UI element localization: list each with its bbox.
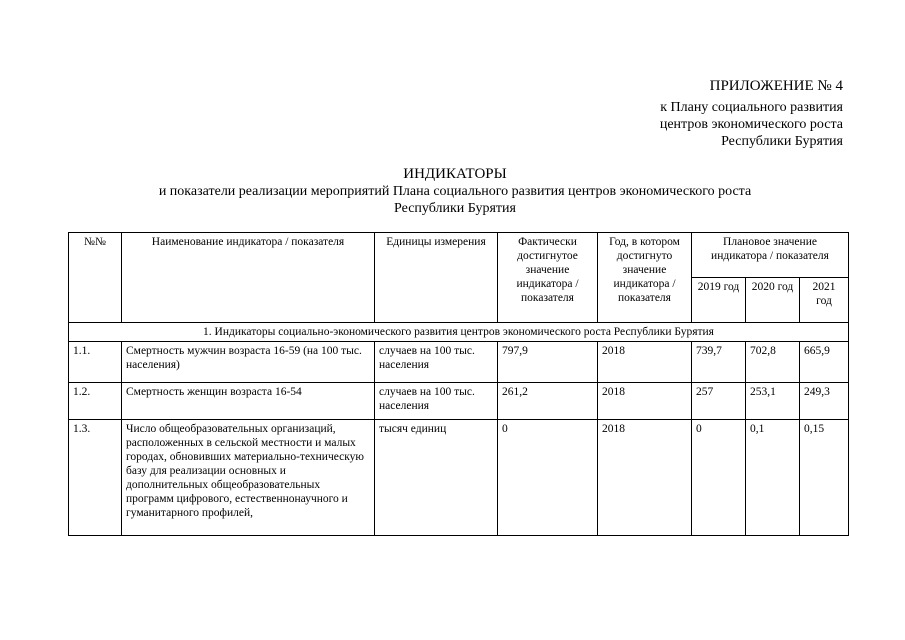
indicators-table (68, 232, 849, 536)
cell-unit: тысяч единиц (375, 420, 498, 536)
cell-num: 1.3. (69, 420, 122, 536)
header-unit: Единицы измерения (375, 233, 498, 323)
cell-actual: 797,9 (498, 342, 598, 383)
appendix-block (583, 78, 843, 150)
header-year: Год, в котором достигнуто значение индикатора / показателя (598, 233, 692, 323)
cell-actual: 0 (498, 420, 598, 536)
cell-name: Смертность мужчин возраста 16-59 (на 100 тыс. населения) (122, 342, 375, 383)
header-name: Наименование индикатора / показателя (122, 233, 375, 323)
cell-2021: 249,3 (800, 383, 849, 420)
cell-2019: 739,7 (692, 342, 746, 383)
table-header-row (69, 233, 849, 278)
cell-name: Число общеобразовательных организаций, расположенных в сельской местности и малых городах, обновивших материально-техническую базу для реализации основных и дополнительных общеобразовательных программ цифрового, естественнонаучного и гуманитарного профилей, (122, 420, 375, 536)
appendix-line-3: Республики Бурятия (721, 134, 843, 149)
table-row (69, 420, 849, 536)
cell-year: 2018 (598, 420, 692, 536)
cell-year: 2018 (598, 342, 692, 383)
header-actual: Фактически достигнутое значение индикатора / показателя (498, 233, 598, 323)
appendix-line-2: центров экономического роста (659, 117, 843, 132)
document-subtitle-line-2: Республики Бурятия (394, 201, 516, 216)
header-2021: 2021 год (800, 278, 849, 323)
header-num: №№ (69, 233, 122, 323)
table-row (69, 383, 849, 420)
header-2020: 2020 год (746, 278, 800, 323)
section-row (69, 323, 849, 342)
appendix-line-1: к Плану социального развития (660, 100, 843, 115)
cell-2020: 0,1 (746, 420, 800, 536)
cell-2019: 257 (692, 383, 746, 420)
header-planned: Плановое значение индикатора / показателя (692, 233, 849, 278)
document-heading (60, 166, 850, 217)
section-title: 1. Индикаторы социально-экономического развития центров экономического роста Республики Бурятия (69, 323, 849, 342)
header-2019: 2019 год (692, 278, 746, 323)
cell-2019: 0 (692, 420, 746, 536)
cell-num: 1.2. (69, 383, 122, 420)
cell-year: 2018 (598, 383, 692, 420)
cell-2021: 665,9 (800, 342, 849, 383)
appendix-title: ПРИЛОЖЕНИЕ № 4 (709, 78, 843, 94)
cell-unit: случаев на 100 тыс. населения (375, 342, 498, 383)
cell-2020: 253,1 (746, 383, 800, 420)
cell-name: Смертность женщин возраста 16-54 (122, 383, 375, 420)
cell-2021: 0,15 (800, 420, 849, 536)
table-row (69, 342, 849, 383)
cell-unit: случаев на 100 тыс. населения (375, 383, 498, 420)
cell-actual: 261,2 (498, 383, 598, 420)
document-title: ИНДИКАТОРЫ (403, 166, 507, 182)
cell-2020: 702,8 (746, 342, 800, 383)
cell-num: 1.1. (69, 342, 122, 383)
document-subtitle-line-1: и показатели реализации мероприятий Плана социального развития центров экономического роста (158, 184, 752, 199)
